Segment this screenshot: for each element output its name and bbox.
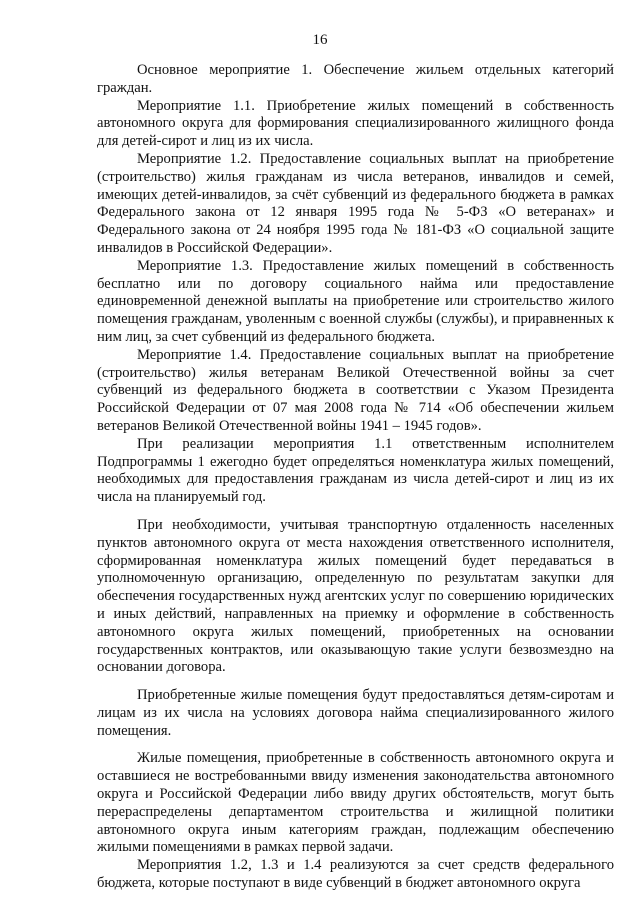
paragraph-event-1-4: Мероприятие 1.4. Предоставление социальных выплат на приобретение (строительство) жилья ветеранам Великой Отечественной войны за счет субвенций из федерального бюджета в соответствии с Указом Президента Российской Федерации от 07 мая 2008 года № 714 «Об обеспечении жильем ветеранов Великой Отечественной войны 1941 – 1945 годов».	[97, 346, 614, 434]
paragraph-event-1-1: Мероприятие 1.1. Приобретение жилых помещений в собственность автономного округа для формирования специализированного жилищного фонда для детей-сирот и лиц из их числа.	[97, 97, 614, 150]
paragraph-event-1-2: Мероприятие 1.2. Предоставление социальных выплат на приобретение (строительство) жилья гражданам из числа ветеранов, инвалидов и семей, имеющих детей-инвалидов, за счёт субвенций из федерального бюджета в рамках Федерального закона от 12 января 1995 года № 5-ФЗ «О ветеранах» и Федерального закона от 24 ноября 1995 года № 181-ФЗ «О социальной защите инвалидов в Российской Федерации».	[97, 150, 614, 256]
paragraph-main-event-1: Основное мероприятие 1. Обеспечение жильем отдельных категорий граждан.	[97, 62, 614, 96]
document-body	[97, 62, 614, 893]
paragraph-event-1-3: Мероприятие 1.3. Предоставление жилых помещений в собственность бесплатно или по договору социального найма или предоставление единовременной денежной выплаты на приобретение или строительство жилого помещения гражданам, уволенным с военной службы (службы), и приравненных к ним лиц, за счет субвенций из федерального бюджета.	[97, 257, 614, 345]
paragraph-implementation-1-1: При реализации мероприятия 1.1 ответственным исполнителем Подпрограммы 1 ежегодно будет определяться номенклатура жилых помещений, необходимых для предоставления гражданам из числа детей-сирот и лиц из их числа на планируемый год.	[97, 435, 614, 506]
page-number: 16	[312, 32, 328, 48]
paragraph-acquired-housing: Приобретенные жилые помещения будут предоставляться детям-сиротам и лицам из их числа на условиях договора найма специализированного жилого помещения.	[97, 687, 614, 739]
paragraph-redistribution: Жилые помещения, приобретенные в собственность автономного округа и оставшиеся не востребованными ввиду изменения законодательства автономного округа и Российской Федерации либо ввиду других обстоятельств, могут быть перераспределены департаментом строительства и жилищной политики автономного округа иным категориям граждан, подлежащим обеспечению жилыми помещениями в рамках первой задачи.	[97, 750, 614, 856]
paragraph-funding-events: Мероприятия 1.2, 1.3 и 1.4 реализуются за счет средств федерального бюджета, которые поступают в виде субвенций в бюджет автономного округа	[97, 857, 614, 892]
paragraph-transport-remoteness: При необходимости, учитывая транспортную отдаленность населенных пунктов автономного округа от места нахождения ответственного исполнителя, сформированная номенклатура жилых помещений будет передаваться в уполномоченную организацию, определенную по результатам закупки для обеспечения государственных нужд агентских услуг по совершению юридических и иных действий, направленных на приемку и оформление в собственность автономного округа жилых помещений, приобретенных на основании государственных контрактов, или оказывающую такие услуги безвозмездно на основании договора.	[97, 516, 614, 676]
